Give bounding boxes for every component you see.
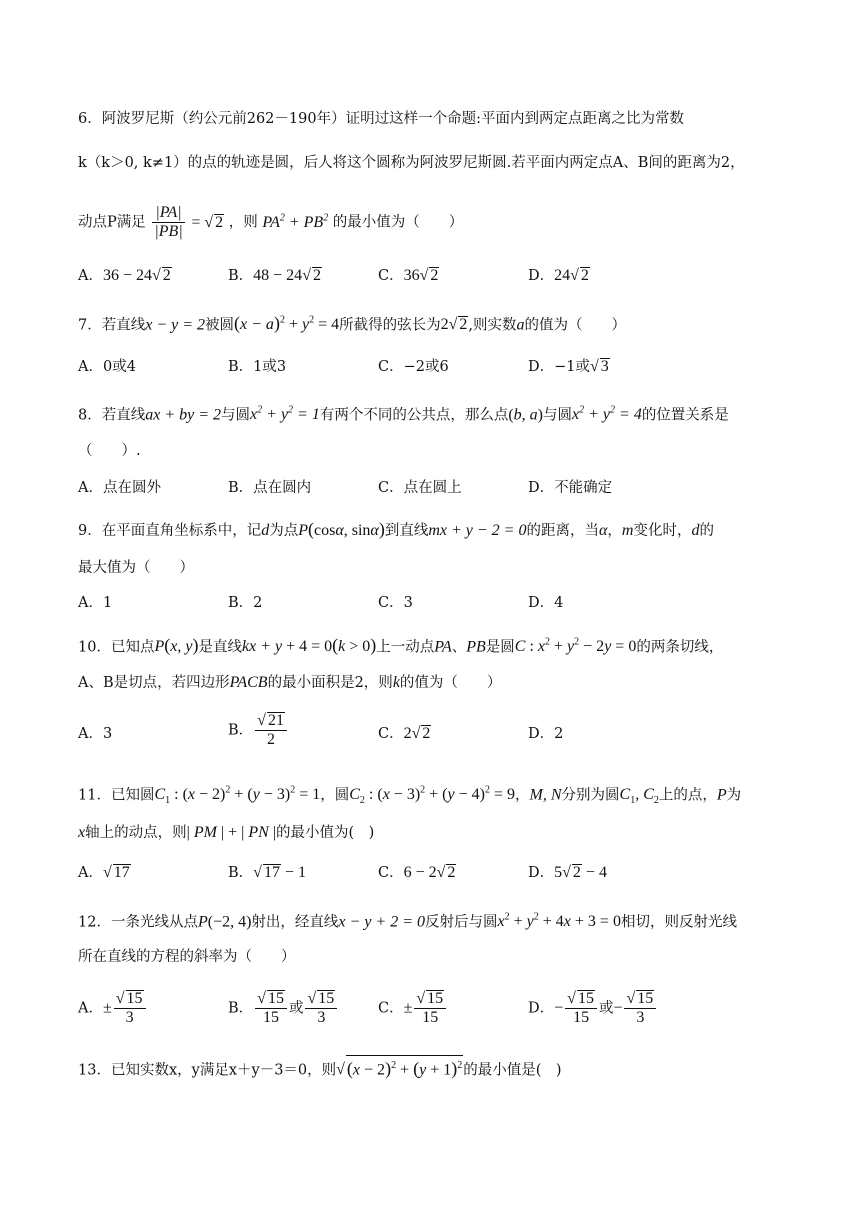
- q9-option-b[interactable]: B．2: [228, 595, 263, 611]
- q11-line1: 11．已知圆$C_1$ : $(x - 2)^2 + (y - 3)^2 = 1$，圆$C_2$ : $(x - 3)^2 + (y - 4)^2 = 9$，M, N分别为圆$C_1$, $C_2$上的点，P为: [78, 785, 742, 807]
- q6-ratio-fraction: $\frac{|PA|}{|PB|}$: [154, 204, 183, 240]
- q6-line3-a: 动点P满足: [78, 214, 146, 231]
- q10-line1: 10．已知点P(x, y)是直线kx + y + 4 = 0(k > 0)上一动点PA、PB是圆C : $x^2 + y^2 - 2y = 0$的两条切线，: [78, 635, 724, 656]
- q6-line3: 动点P满足 $\frac{|PA|}{|PB|}$ = √ 2 ，则 $PA^2 + PB^2$ 的最小值为（ ）: [78, 204, 464, 240]
- q6-option-b[interactable]: B．48 − 24√ 2: [228, 267, 321, 284]
- q6-line3-c: 的最小值为（ ）: [332, 214, 464, 231]
- q11-option-a[interactable]: A．√ 17: [78, 864, 130, 881]
- q7-option-a[interactable]: A．0或4: [78, 359, 136, 375]
- q12-option-d[interactable]: D．− $\frac{√ 15}{15}$ 或− $\frac{√ 15}{3}$: [528, 990, 658, 1027]
- q11-option-d[interactable]: D．5√ 2 − 4: [528, 864, 607, 881]
- q7-option-c[interactable]: C．−2或6: [378, 359, 449, 375]
- q9-option-c[interactable]: C．3: [378, 595, 413, 611]
- q8-line1: 8．若直线ax + by = 2与圆$x^2 + y^2 = 1$有两个不同的公共点，那么点(b, a)与圆$x^2 + y^2 = 4$的位置关系是: [78, 405, 729, 424]
- q9-line2: 最大值为（ ）: [78, 560, 194, 576]
- q11-option-c[interactable]: C．6 − 2√ 2: [378, 864, 456, 881]
- q12-option-b[interactable]: B． $\frac{√ 15}{15}$ 或 $\frac{√ 15}{3}$: [228, 990, 339, 1027]
- q9-option-a[interactable]: A．1: [78, 595, 113, 611]
- q10-option-d[interactable]: D．2: [528, 726, 564, 742]
- q13-line1: 13．已知实数x，y满足x＋y－3＝0，则√ $(x - 2)^2 + (y + 1)^2$的最小值是( ): [78, 1055, 790, 1081]
- q12-option-a[interactable]: A．± $\frac{√ 15}{3}$: [78, 990, 148, 1027]
- q6-option-d[interactable]: D．24√ 2: [528, 267, 589, 284]
- q10-option-c[interactable]: C．2√ 2: [378, 725, 431, 742]
- q7-line1: 7．若直线x − y = 2被圆$(x - a)^2 + y^2 = 4$所截得的弦长为2√ 2,则实数a的值为（ ）: [78, 313, 626, 334]
- q10-line2: A、B是切点，若四边形PACB的最小面积是2，则k的值为（ ）: [78, 674, 502, 691]
- q9-line1: 9．在平面直角坐标系中，记d为点P(cosα, sinα)到直线mx + y − 2 = 0的距离，当α，m变化时，d的: [78, 519, 714, 539]
- q10-option-a[interactable]: A．3: [78, 726, 113, 742]
- q8-line2: （ ）.: [78, 443, 141, 459]
- q12-line2: 所在直线的方程的斜率为（ ）: [78, 949, 296, 965]
- q6-line2-a: k（k＞0, k≠1）的点的轨迹是圆，后人将这个圆称为阿波罗尼斯圆.若平面内两定点: [78, 155, 613, 171]
- q6-line3-b: ，则: [228, 214, 258, 231]
- q6-line2: [78, 152, 790, 174]
- q11-option-b[interactable]: B．√ 17 − 1: [228, 864, 306, 881]
- q7-option-d[interactable]: D．−1或√ 3: [528, 358, 609, 375]
- q10-option-b[interactable]: B． $\frac{√ 21}{2}$: [228, 712, 289, 749]
- q12-option-c[interactable]: C．± $\frac{√ 15}{15}$: [378, 990, 448, 1027]
- q9-option-d[interactable]: D．4: [528, 595, 564, 611]
- q12-line1: 12．一条光线从点P(−2, 4)射出，经直线x − y + 2 = 0反射后与圆$x^2 + y^2 + 4x + 3 = 0$相切，则反射光线: [78, 912, 737, 931]
- q8-option-c[interactable]: C．点在圆上: [378, 480, 462, 496]
- q8-option-a[interactable]: A．点在圆外: [78, 480, 161, 496]
- q7-option-b[interactable]: B．1或3: [228, 359, 287, 375]
- q6-option-c[interactable]: C．36√ 2: [378, 267, 439, 284]
- q11-line2: x轴上的动点，则| PM | + | PN |的最小值为( ): [78, 824, 375, 841]
- q6-line2-b: A、B间的距离为2，: [612, 155, 745, 171]
- q8-option-b[interactable]: B．点在圆内: [228, 480, 312, 496]
- q8-option-d[interactable]: D．不能确定: [528, 480, 613, 496]
- q6-option-a[interactable]: A．36 − 24√ 2: [78, 267, 171, 284]
- q6-line1: 6．阿波罗尼斯（约公元前262－190年）证明过这样一个命题:平面内到两定点距离之比为常数: [78, 111, 684, 127]
